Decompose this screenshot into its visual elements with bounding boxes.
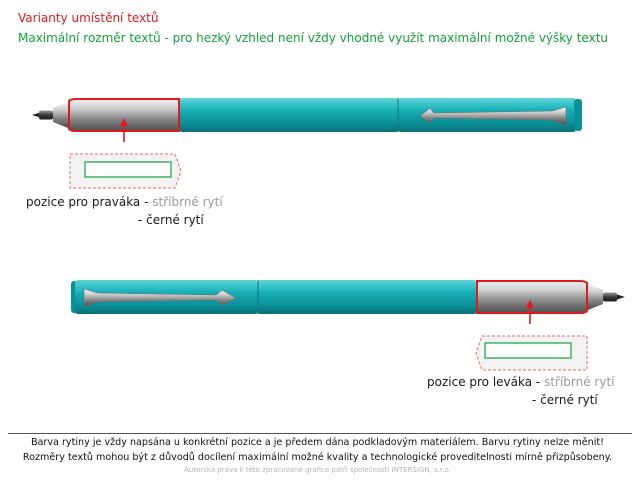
footer-note-1: Barva rytiny je vždy napsána u konkrétní pozice a je předem dána podkladovým materiálem. Barvu rytiny nelze měnit! (30, 437, 605, 448)
label-right-handed-prefix: pozice pro praváka - (26, 195, 153, 209)
label-right-handed-black: - černé rytí (138, 213, 204, 227)
text-area-callout-left (476, 336, 587, 370)
metal-grip (476, 280, 588, 314)
page-title: Varianty umístění textů (18, 11, 159, 25)
page-subtitle: Maximální rozměr textů - pro hezký vzhled není vždy vhodné využít maximální možné výšky textu (18, 31, 609, 45)
label-right-handed (26, 195, 223, 209)
label-left-handed-prefix: pozice pro leváka - (427, 375, 545, 389)
pen-body (180, 98, 398, 132)
footer-divider (8, 433, 632, 434)
footer-note-2: Rozměry textů mohou být z důvodů docílení maximální možné kvality a technologické proveditelnosti mírně přizpůsobeny. (22, 452, 613, 463)
text-area-box-left (485, 343, 571, 358)
pen-tip (32, 102, 68, 128)
label-right-handed-silver: stříbrné rytí (152, 195, 223, 209)
pen-right-handed (0, 80, 635, 190)
label-left-handed-silver: stříbrné rytí (544, 375, 615, 389)
label-left-handed-black: - černé rytí (532, 393, 598, 407)
pen-left-handed (0, 262, 635, 372)
label-left-handed (427, 375, 615, 389)
text-area-callout-right (70, 154, 181, 188)
copyright-notice: Autorská práva k této zpracované grafice patří společnosti INTERSIGN, s.r.o. (184, 466, 451, 474)
pen-tip (588, 284, 625, 310)
text-area-box-right (85, 162, 171, 177)
